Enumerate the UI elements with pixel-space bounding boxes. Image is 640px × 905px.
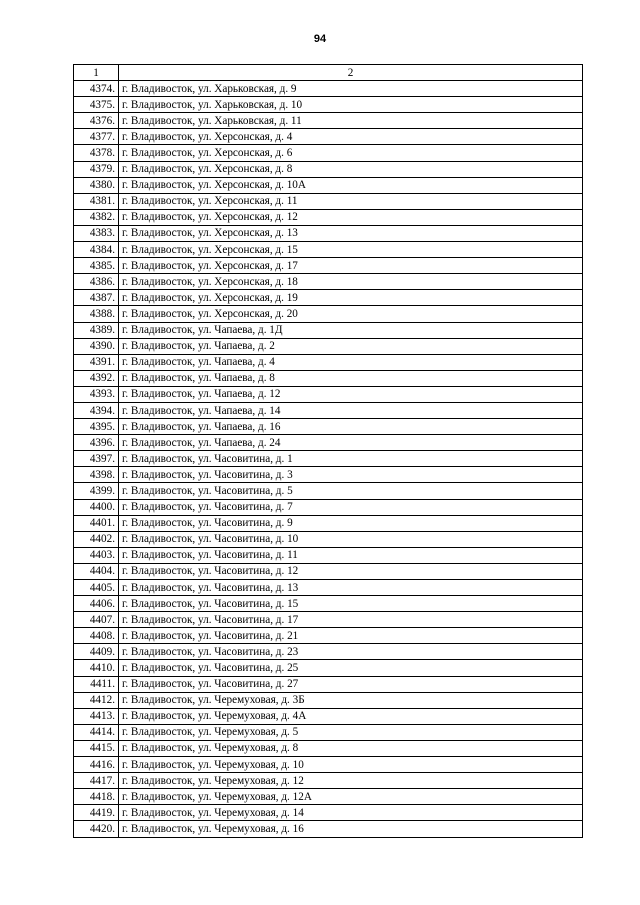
table-row [74, 499, 583, 515]
table-row [74, 97, 583, 113]
table-row [74, 435, 583, 451]
row-number-cell: 4389. [74, 322, 119, 338]
address-table [73, 64, 583, 838]
row-number-cell: 4418. [74, 789, 119, 805]
address-cell: г. Владивосток, ул. Часовитина, д. 1 [119, 451, 583, 467]
address-cell: г. Владивосток, ул. Чапаева, д. 1Д [119, 322, 583, 338]
address-cell: г. Владивосток, ул. Херсонская, д. 10А [119, 177, 583, 193]
table-row [74, 145, 583, 161]
address-cell: г. Владивосток, ул. Черемуховая, д. 16 [119, 821, 583, 837]
row-number-cell: 4377. [74, 129, 119, 145]
table-row [74, 805, 583, 821]
table-row [74, 354, 583, 370]
table-row [74, 322, 583, 338]
row-number-cell: 4396. [74, 435, 119, 451]
address-cell: г. Владивосток, ул. Херсонская, д. 12 [119, 209, 583, 225]
row-number-cell: 4415. [74, 740, 119, 756]
table-row [74, 789, 583, 805]
table-row [74, 402, 583, 418]
address-cell: г. Владивосток, ул. Харьковская, д. 11 [119, 113, 583, 129]
row-number-cell: 4399. [74, 483, 119, 499]
address-cell: г. Владивосток, ул. Часовитина, д. 15 [119, 596, 583, 612]
row-number-cell: 4409. [74, 644, 119, 660]
row-number-cell: 4379. [74, 161, 119, 177]
table-row [74, 821, 583, 837]
row-number-cell: 4383. [74, 225, 119, 241]
row-number-cell: 4403. [74, 547, 119, 563]
row-number-cell: 4401. [74, 515, 119, 531]
table-row [74, 724, 583, 740]
address-cell: г. Владивосток, ул. Черемуховая, д. 5 [119, 724, 583, 740]
address-cell: г. Владивосток, ул. Часовитина, д. 12 [119, 563, 583, 579]
column-header-number: 1 [74, 65, 119, 81]
address-cell: г. Владивосток, ул. Часовитина, д. 25 [119, 660, 583, 676]
address-cell: г. Владивосток, ул. Часовитина, д. 9 [119, 515, 583, 531]
row-number-cell: 4387. [74, 290, 119, 306]
row-number-cell: 4416. [74, 757, 119, 773]
table-row [74, 81, 583, 97]
address-cell: г. Владивосток, ул. Черемуховая, д. 12А [119, 789, 583, 805]
table-row [74, 274, 583, 290]
row-number-cell: 4410. [74, 660, 119, 676]
table-row [74, 177, 583, 193]
row-number-cell: 4420. [74, 821, 119, 837]
row-number-cell: 4397. [74, 451, 119, 467]
table-row [74, 370, 583, 386]
row-number-cell: 4394. [74, 402, 119, 418]
table-row [74, 225, 583, 241]
table-header-row [74, 65, 583, 81]
row-number-cell: 4376. [74, 113, 119, 129]
address-cell: г. Владивосток, ул. Часовитина, д. 17 [119, 612, 583, 628]
table-row [74, 113, 583, 129]
address-cell: г. Владивосток, ул. Харьковская, д. 10 [119, 97, 583, 113]
table-row [74, 193, 583, 209]
address-cell: г. Владивосток, ул. Херсонская, д. 8 [119, 161, 583, 177]
address-cell: г. Владивосток, ул. Часовитина, д. 27 [119, 676, 583, 692]
row-number-cell: 4381. [74, 193, 119, 209]
address-cell: г. Владивосток, ул. Чапаева, д. 12 [119, 386, 583, 402]
table-row [74, 483, 583, 499]
row-number-cell: 4411. [74, 676, 119, 692]
address-cell: г. Владивосток, ул. Черемуховая, д. 10 [119, 757, 583, 773]
address-cell: г. Владивосток, ул. Чапаева, д. 16 [119, 419, 583, 435]
row-number-cell: 4378. [74, 145, 119, 161]
address-cell: г. Владивосток, ул. Харьковская, д. 9 [119, 81, 583, 97]
table-row [74, 563, 583, 579]
row-number-cell: 4400. [74, 499, 119, 515]
address-cell: г. Владивосток, ул. Херсонская, д. 15 [119, 242, 583, 258]
table-row [74, 515, 583, 531]
row-number-cell: 4392. [74, 370, 119, 386]
table-row [74, 708, 583, 724]
table-row [74, 660, 583, 676]
table-row [74, 596, 583, 612]
row-number-cell: 4408. [74, 628, 119, 644]
address-cell: г. Владивосток, ул. Часовитина, д. 10 [119, 531, 583, 547]
address-cell: г. Владивосток, ул. Черемуховая, д. 8 [119, 740, 583, 756]
table-row [74, 644, 583, 660]
row-number-cell: 4404. [74, 563, 119, 579]
row-number-cell: 4385. [74, 258, 119, 274]
row-number-cell: 4412. [74, 692, 119, 708]
address-cell: г. Владивосток, ул. Чапаева, д. 8 [119, 370, 583, 386]
address-cell: г. Владивосток, ул. Херсонская, д. 13 [119, 225, 583, 241]
row-number-cell: 4407. [74, 612, 119, 628]
address-cell: г. Владивосток, ул. Херсонская, д. 20 [119, 306, 583, 322]
table-row [74, 547, 583, 563]
table-row [74, 419, 583, 435]
address-cell: г. Владивосток, ул. Часовитина, д. 5 [119, 483, 583, 499]
column-header-address: 2 [119, 65, 583, 81]
address-cell: г. Владивосток, ул. Черемуховая, д. 12 [119, 773, 583, 789]
address-cell: г. Владивосток, ул. Херсонская, д. 17 [119, 258, 583, 274]
row-number-cell: 4375. [74, 97, 119, 113]
table-row [74, 612, 583, 628]
table-row [74, 242, 583, 258]
table-row [74, 757, 583, 773]
row-number-cell: 4391. [74, 354, 119, 370]
row-number-cell: 4382. [74, 209, 119, 225]
row-number-cell: 4380. [74, 177, 119, 193]
address-cell: г. Владивосток, ул. Часовитина, д. 7 [119, 499, 583, 515]
row-number-cell: 4417. [74, 773, 119, 789]
table-row [74, 386, 583, 402]
table-row [74, 209, 583, 225]
address-cell: г. Владивосток, ул. Часовитина, д. 23 [119, 644, 583, 660]
address-cell: г. Владивосток, ул. Черемуховая, д. 14 [119, 805, 583, 821]
address-cell: г. Владивосток, ул. Херсонская, д. 4 [119, 129, 583, 145]
table-row [74, 773, 583, 789]
address-cell: г. Владивосток, ул. Херсонская, д. 6 [119, 145, 583, 161]
table-row [74, 467, 583, 483]
address-cell: г. Владивосток, ул. Чапаева, д. 2 [119, 338, 583, 354]
address-cell: г. Владивосток, ул. Чапаева, д. 14 [119, 402, 583, 418]
table-row [74, 676, 583, 692]
row-number-cell: 4414. [74, 724, 119, 740]
address-cell: г. Владивосток, ул. Часовитина, д. 21 [119, 628, 583, 644]
table-row [74, 692, 583, 708]
row-number-cell: 4388. [74, 306, 119, 322]
table-row [74, 628, 583, 644]
row-number-cell: 4384. [74, 242, 119, 258]
table-row [74, 531, 583, 547]
address-cell: г. Владивосток, ул. Чапаева, д. 24 [119, 435, 583, 451]
table-row [74, 740, 583, 756]
table-row [74, 290, 583, 306]
row-number-cell: 4398. [74, 467, 119, 483]
row-number-cell: 4419. [74, 805, 119, 821]
address-cell: г. Владивосток, ул. Херсонская, д. 11 [119, 193, 583, 209]
address-cell: г. Владивосток, ул. Черемуховая, д. 3Б [119, 692, 583, 708]
row-number-cell: 4405. [74, 580, 119, 596]
row-number-cell: 4395. [74, 419, 119, 435]
table-row [74, 129, 583, 145]
row-number-cell: 4390. [74, 338, 119, 354]
table-row [74, 580, 583, 596]
address-cell: г. Владивосток, ул. Черемуховая, д. 4А [119, 708, 583, 724]
table-row [74, 451, 583, 467]
address-cell: г. Владивосток, ул. Часовитина, д. 13 [119, 580, 583, 596]
row-number-cell: 4374. [74, 81, 119, 97]
table-row [74, 306, 583, 322]
address-cell: г. Владивосток, ул. Херсонская, д. 19 [119, 290, 583, 306]
page-number: 94 [313, 33, 327, 45]
table-row [74, 161, 583, 177]
table-body [74, 81, 583, 837]
table-row [74, 338, 583, 354]
row-number-cell: 4402. [74, 531, 119, 547]
address-cell: г. Владивосток, ул. Чапаева, д. 4 [119, 354, 583, 370]
row-number-cell: 4413. [74, 708, 119, 724]
address-cell: г. Владивосток, ул. Часовитина, д. 3 [119, 467, 583, 483]
table-row [74, 258, 583, 274]
address-cell: г. Владивосток, ул. Часовитина, д. 11 [119, 547, 583, 563]
row-number-cell: 4386. [74, 274, 119, 290]
row-number-cell: 4393. [74, 386, 119, 402]
address-cell: г. Владивосток, ул. Херсонская, д. 18 [119, 274, 583, 290]
row-number-cell: 4406. [74, 596, 119, 612]
